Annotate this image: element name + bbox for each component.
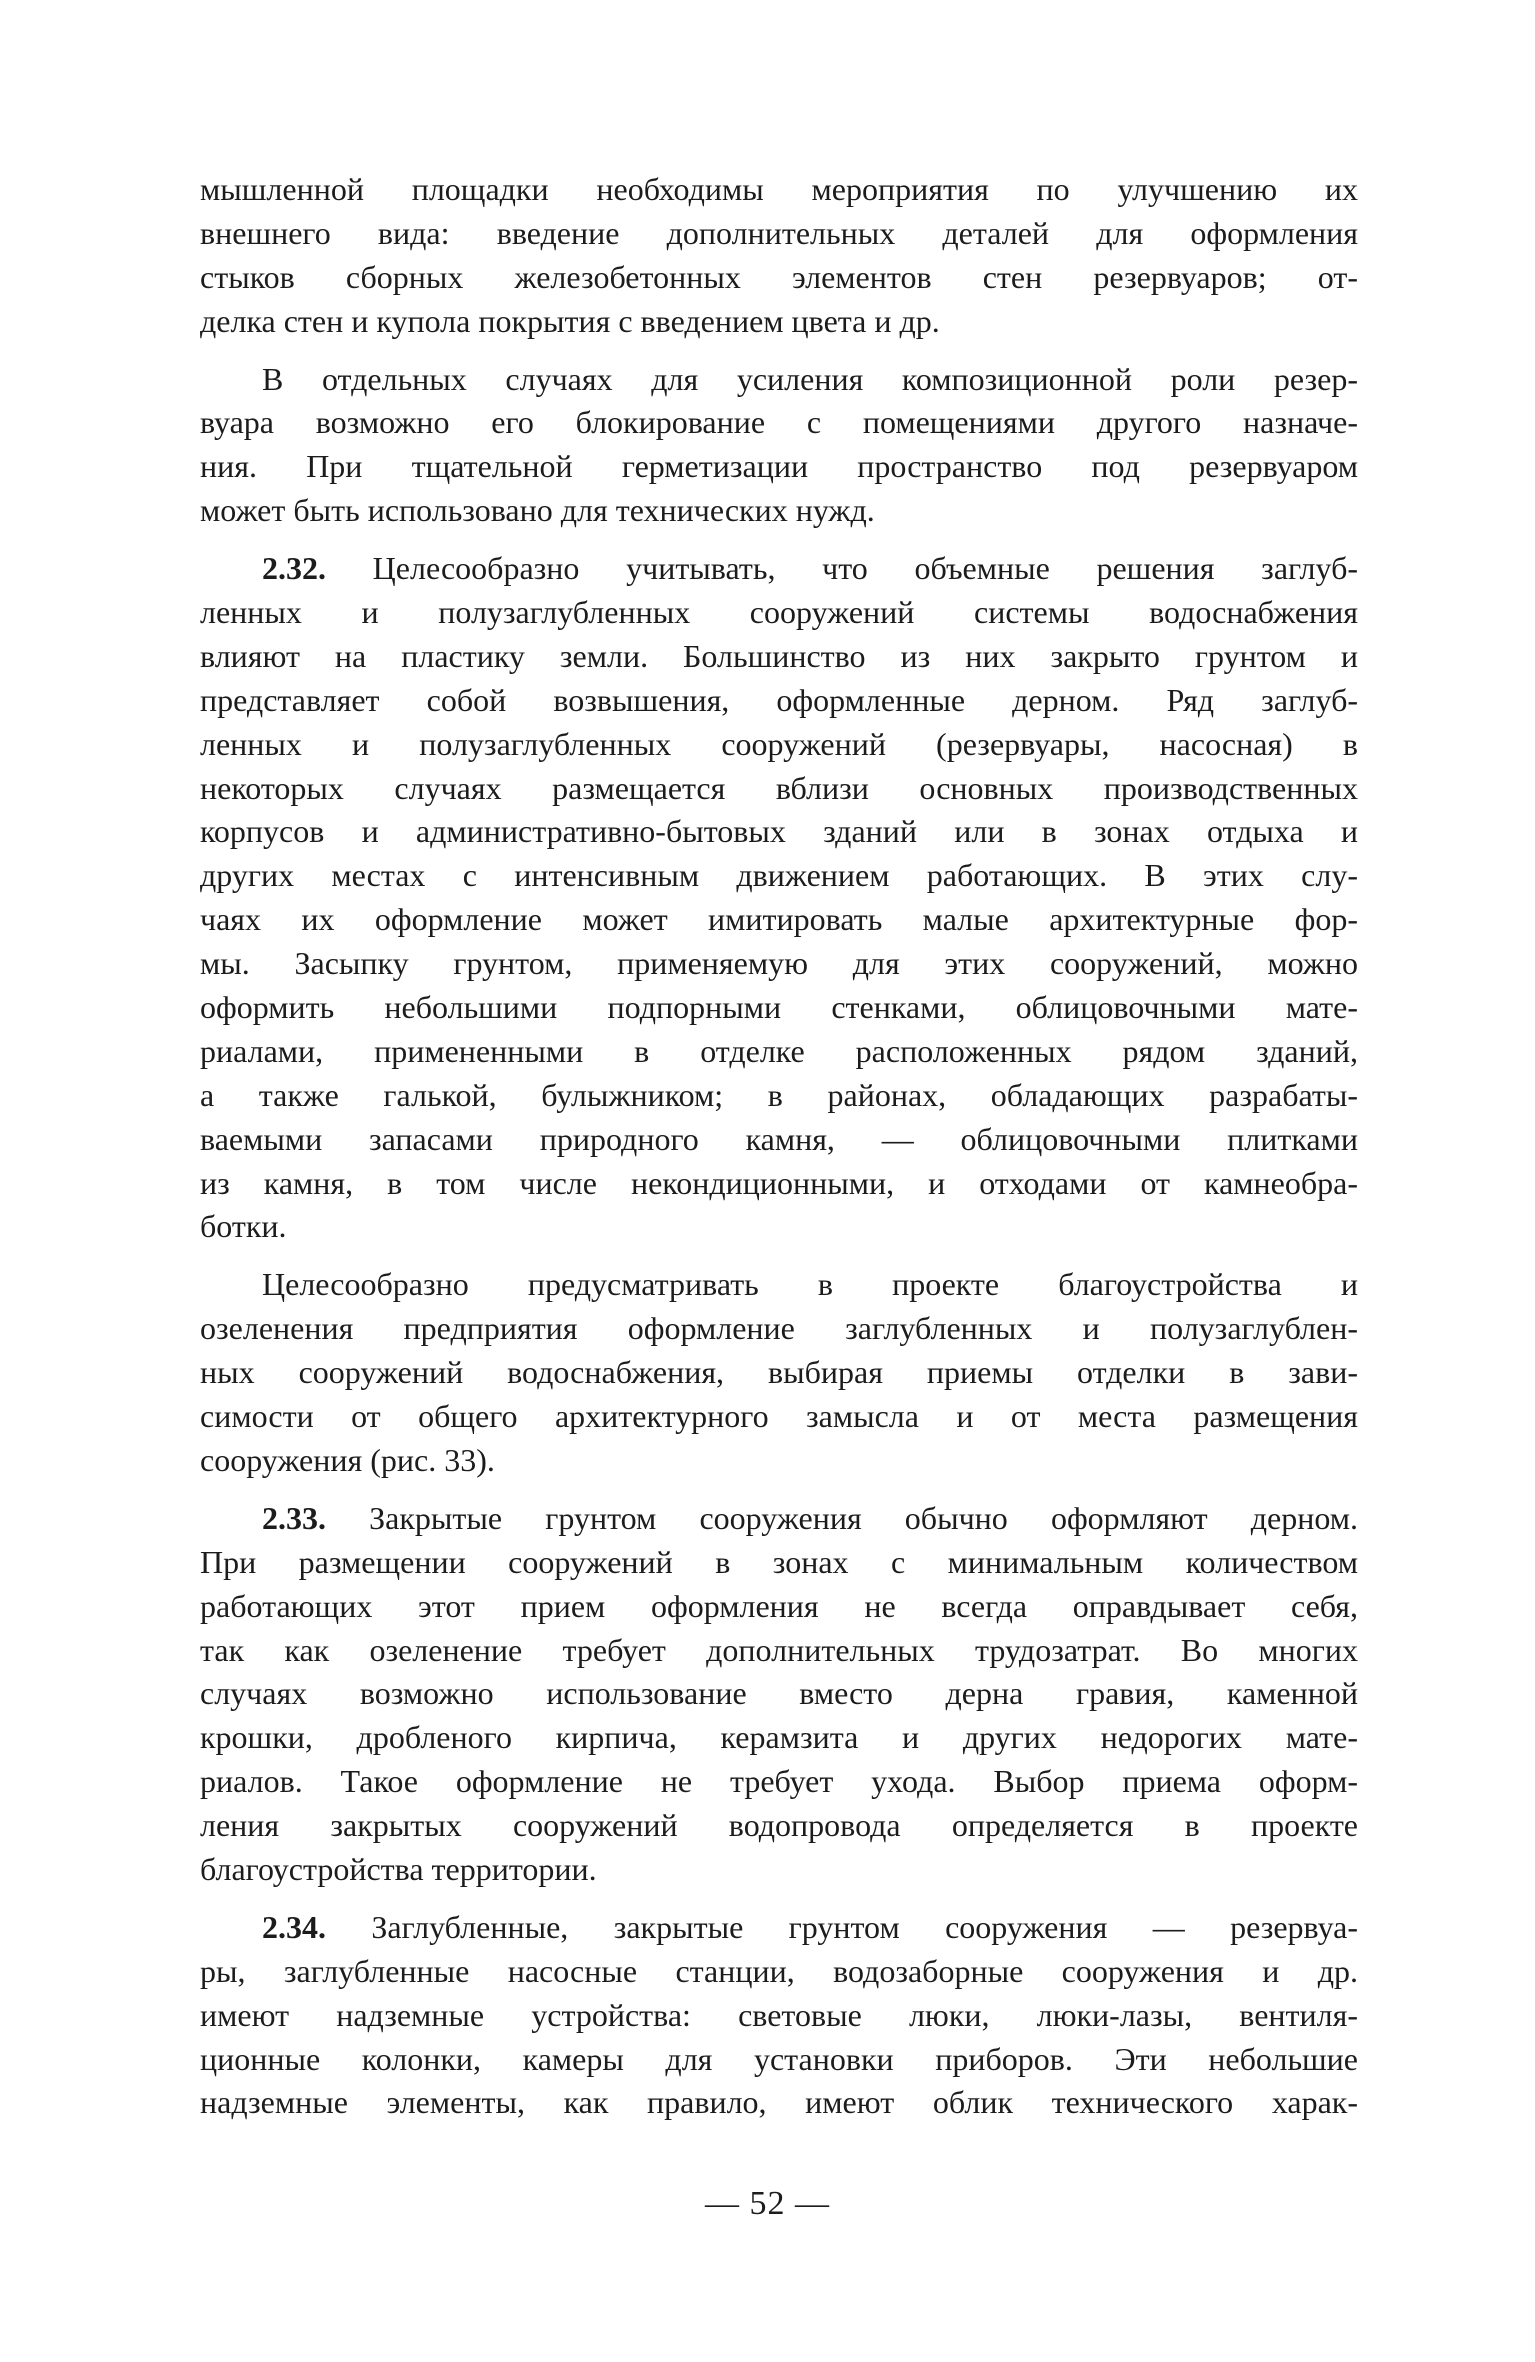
line-text: Заглубленные, закрытые грунтом сооружения — резервуа- bbox=[326, 1908, 1358, 1945]
section-2-34 bbox=[200, 1906, 1358, 2125]
text-line: ботки. bbox=[200, 1208, 287, 1245]
text-line: ленных и полузаглубленных сооружений системы водоснабжения bbox=[200, 594, 1358, 631]
text-line: чаях их оформление может имитировать малые архитектурные фор- bbox=[200, 901, 1358, 938]
text-line: делка стен и купола покрытия с введением цвета и др. bbox=[200, 302, 940, 339]
text-line bbox=[200, 547, 1358, 591]
text-line: При размещении сооружений в зонах с минимальным количеством bbox=[200, 1543, 1358, 1580]
text-line: мы. Засыпку грунтом, применяемую для этих сооружений, можно bbox=[200, 945, 1358, 982]
text-line: корпусов и административно-бытовых зданий или в зонах отдыха и bbox=[200, 813, 1358, 850]
text-line: сооружения (рис. 33). bbox=[200, 1441, 495, 1478]
document-page bbox=[200, 168, 1358, 2125]
text-line: влияют на пластику земли. Большинство из них закрыто грунтом и bbox=[200, 637, 1358, 674]
text-line: ния. При тщательной герметизации пространство под резервуаром bbox=[200, 448, 1358, 485]
text-line: ваемыми запасами природного камня, — облицовочными плитками bbox=[200, 1120, 1358, 1157]
text-line: Целесообразно предусматривать в проекте благоустройства и bbox=[262, 1266, 1358, 1303]
text-line: имеют надземные устройства: световые люки, люки-лазы, вентиля- bbox=[200, 1996, 1358, 2033]
text-line: ления закрытых сооружений водопровода определяется в проекте bbox=[200, 1807, 1358, 1844]
line-text: Закрытые грунтом сооружения обычно оформляют дерном. bbox=[326, 1499, 1358, 1536]
text-line bbox=[200, 1906, 1358, 1950]
text-line: благоустройства территории. bbox=[200, 1850, 597, 1887]
section-number: 2.32. bbox=[262, 550, 326, 587]
text-line: некоторых случаях размещается вблизи основных производственных bbox=[200, 769, 1358, 806]
text-line: вуара возможно его блокирование с помещениями другого назначе- bbox=[200, 404, 1358, 441]
text-line: внешнего вида: введение дополнительных деталей для оформления bbox=[200, 214, 1358, 251]
paragraph-2 bbox=[200, 358, 1358, 534]
section-number: 2.34. bbox=[262, 1908, 326, 1945]
section-2-33 bbox=[200, 1497, 1358, 1892]
text-line: В отдельных случаях для усиления композиционной роли резер- bbox=[262, 360, 1358, 397]
text-line: озеленения предприятия оформление заглубленных и полузаглублен- bbox=[200, 1310, 1358, 1347]
text-line: ры, заглубленные насосные станции, водозаборные сооружения и др. bbox=[200, 1952, 1358, 1989]
text-line bbox=[200, 1497, 1358, 1541]
text-line: работающих этот прием оформления не всегда оправдывает себя, bbox=[200, 1587, 1358, 1624]
text-line: риалами, примененными в отделке расположенных рядом зданий, bbox=[200, 1032, 1358, 1069]
text-line: симости от общего архитектурного замысла и от места размещения bbox=[200, 1398, 1358, 1435]
line-text: Целесообразно учитывать, что объемные решения заглуб- bbox=[326, 550, 1358, 587]
text-line: а также галькой, булыжником; в районах, обладающих разрабаты- bbox=[200, 1076, 1358, 1113]
text-line: мышленной площадки необходимы мероприятия по улучшению их bbox=[200, 171, 1358, 207]
text-line: других местах с интенсивным движением работающих. В этих слу- bbox=[200, 857, 1358, 894]
text-line: из камня, в том числе некондиционными, и отходами от камнеобра- bbox=[200, 1164, 1358, 1201]
section-2-32 bbox=[200, 547, 1358, 1249]
text-line: надземные элементы, как правило, имеют облик технического харак- bbox=[200, 2084, 1358, 2121]
text-line: риалов. Такое оформление не требует ухода. Выбор приема оформ- bbox=[200, 1763, 1358, 1800]
text-line: ленных и полузаглубленных сооружений (резервуары, насосная) в bbox=[200, 725, 1358, 762]
paragraph-1 bbox=[200, 168, 1358, 344]
text-line: ных сооружений водоснабжения, выбирая приемы отделки в зави- bbox=[200, 1354, 1358, 1391]
text-line: так как озеленение требует дополнительных трудозатрат. Во многих bbox=[200, 1631, 1358, 1668]
text-line: стыков сборных железобетонных элементов стен резервуаров; от- bbox=[200, 258, 1358, 295]
text-line: оформить небольшими подпорными стенками, облицовочными мате- bbox=[200, 989, 1358, 1026]
paragraph-4 bbox=[200, 1263, 1358, 1482]
text-line: крошки, дробленого кирпича, керамзита и других недорогих мате- bbox=[200, 1719, 1358, 1756]
text-line: представляет собой возвышения, оформленные дерном. Ряд заглуб- bbox=[200, 681, 1358, 718]
text-line: может быть использовано для технических нужд. bbox=[200, 492, 875, 529]
text-line: случаях возможно использование вместо дерна гравия, каменной bbox=[200, 1675, 1358, 1712]
page-number: — 52 — bbox=[705, 2185, 830, 2222]
text-line: ционные колонки, камеры для установки приборов. Эти небольшие bbox=[200, 2040, 1358, 2077]
section-number: 2.33. bbox=[262, 1499, 326, 1536]
